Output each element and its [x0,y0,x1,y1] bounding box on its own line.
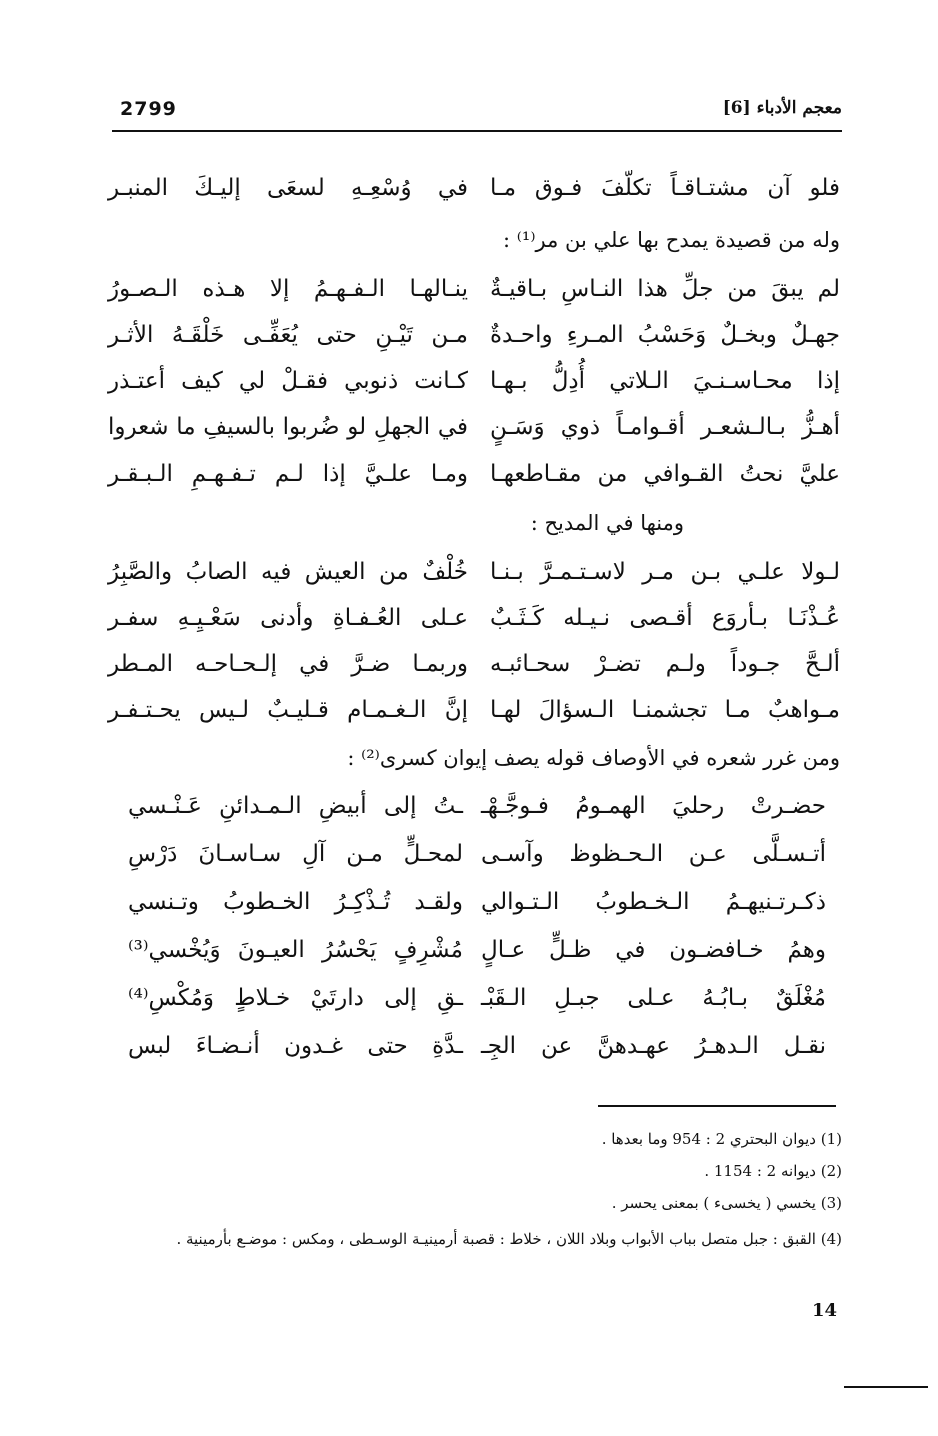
verse-13-first-hemistich: ذكـرتـنيهـمُ الـخـطوبُ الـتـوالي [481,889,826,915]
footnote-3: (3) يخسي ( يخسىء ) بمعنى يحسر . [611,1194,842,1212]
verse-11-first-hemistich: حضـرتْ رحليَ الهمـومُ فـوجَّـهْـ [481,793,826,819]
verse-10-second-hemistich: إنَّ الـغـمـام قـليـبٌ لـيس يحـتـفـر [108,697,468,723]
footnote-4: (4) القبق : جبل متصل بباب الأبواب وبلاد اللان ، خلاط : قصبة أرمينيـة الوسـطى ، ومكس : موضـع بأرمينية . [176,1230,842,1248]
verse-8-second-hemistich: عـلى العُـفـاةِ وأدنى سَعْـيِـهِ سفـر [108,605,468,631]
verse-14-first-hemistich: وهمُ خـافضـون في ظـلٍّ عـالٍ [481,937,826,963]
bottom-rule [844,1386,928,1388]
verse-4-first-hemistich: إذا محـاسـنـيَ الـلاتي أُدِلُّ بـهـا [490,368,840,394]
intro-line-1: وله من قصيدة يمدح بها علي بن مر⁽¹⁾ : [502,228,840,252]
verse-9-first-hemistich: ألـحَّ جـوداً ولـم تضـرْ سحـائبـه [490,651,840,677]
verse-13-second-hemistich: ولقـد تُـذْكِـرُ الخـطوبُ وتـنسي [128,889,463,915]
intro-line-2: ومنها في المديح : [530,511,684,535]
footnote-divider [598,1105,836,1107]
verse-5-first-hemistich: أهـزُّ بـالـشعـر أقـوامـاً ذوي وَسَـنٍ [490,414,840,440]
verse-15-second-hemistich: ـقِ إلى دارتَيْ خـلاطٍ وَمُكْسِ⁽⁴⁾ [128,985,463,1011]
intro-line-3: ومن غرر شعره في الأوصاف قوله يصف إيوان كسرى⁽²⁾ : [347,746,840,770]
verse-7-first-hemistich: لـولا علـي بـن مـر لاسـتـمـرَّ بـنـا [490,559,840,585]
verse-12-first-hemistich: أتـسـلَّى عـن الـحـظوظ وآسـى [481,841,826,867]
verse-3-second-hemistich: مـن تَيْـنِ حتى يُعَفِّـى خَلْقَـهُ الأثـر [108,322,468,348]
verse-7-second-hemistich: خُلْفٌ من العيش فيه الصابُ والصَّبِرُ [108,559,468,585]
verse-6-second-hemistich: ومـا علـيَّ إذا لـم تـفـهـمِ الـبـقـر [108,461,468,487]
verse-5-second-hemistich: في الجهلِ لو ضُربوا بالسيفِ ما شعروا [108,414,468,440]
footnote-1: (1) ديوان البحتري 2 : 954 وما بعدها . [601,1130,842,1148]
verse-9-second-hemistich: وربمـا ضـرَّ في إلـحـاحـه المـطر [108,651,468,677]
verse-16-first-hemistich: نقـل الـدهـرُ عهـدهنَّ عن الجِـ [481,1033,826,1059]
running-header-page-number: 2799 [120,98,177,120]
footnote-2: (2) ديوانه 2 : 1154 . [704,1162,842,1180]
verse-16-second-hemistich: ـدَّةِ حتى غـدون أنـضـاءَ لبس [128,1033,463,1059]
verse-14-second-hemistich: مُشْرِفٍ يَحْسُرُ العيـونَ وَيُخْسي⁽³⁾ [128,937,463,963]
verse-11-second-hemistich: ـتُ إلى أبيضِ الـمـدائنِ عَـنْـسي [128,793,463,819]
verse-1-first-hemistich: فلو آن مشتـاقـاً تكلّفَ فـوق مـا [490,175,840,201]
verse-8-first-hemistich: عُـذْنَـا بـأروَع أقـصى نـيـله كَـثَـبٌ [490,605,840,631]
running-header-title: معجم الأدباء [6] [722,98,842,118]
verse-15-first-hemistich: مُغْلَقٌ بـابُـهُ عـلى جبـلِ الـقَبْـ [481,985,826,1011]
verse-4-second-hemistich: كـانت ذنوبي فقـلْ لي كيف أعتـذر [108,368,468,394]
verse-10-first-hemistich: مـواهبٌ مـا تجشمنـا الـسؤالَ لهـا [490,697,840,723]
verse-12-second-hemistich: لمحـلٍّ مـن آلِ سـاسـانَ دَرْسِ [128,841,463,867]
page-number: 14 [812,1300,838,1321]
verse-3-first-hemistich: جهـلٌ وبخـلٌ وَحَسْبُ المـرءِ واحـدةٌ [490,322,840,348]
verse-1-second-hemistich: في وُسْعِـهِ لسعَى إليـكَ المنبـر [108,175,468,201]
verse-6-first-hemistich: عليَّ نحتُ القـوافي من مقـاطعهـا [490,461,840,487]
verse-2-second-hemistich: ينـالهـا الـفـهـمُ إلا هـذه الـصـورُ [108,276,468,302]
verse-2-first-hemistich: لم يبقَ من جلِّ هذا النـاسِ بـاقيـةٌ [490,276,840,302]
header-divider [112,130,842,132]
